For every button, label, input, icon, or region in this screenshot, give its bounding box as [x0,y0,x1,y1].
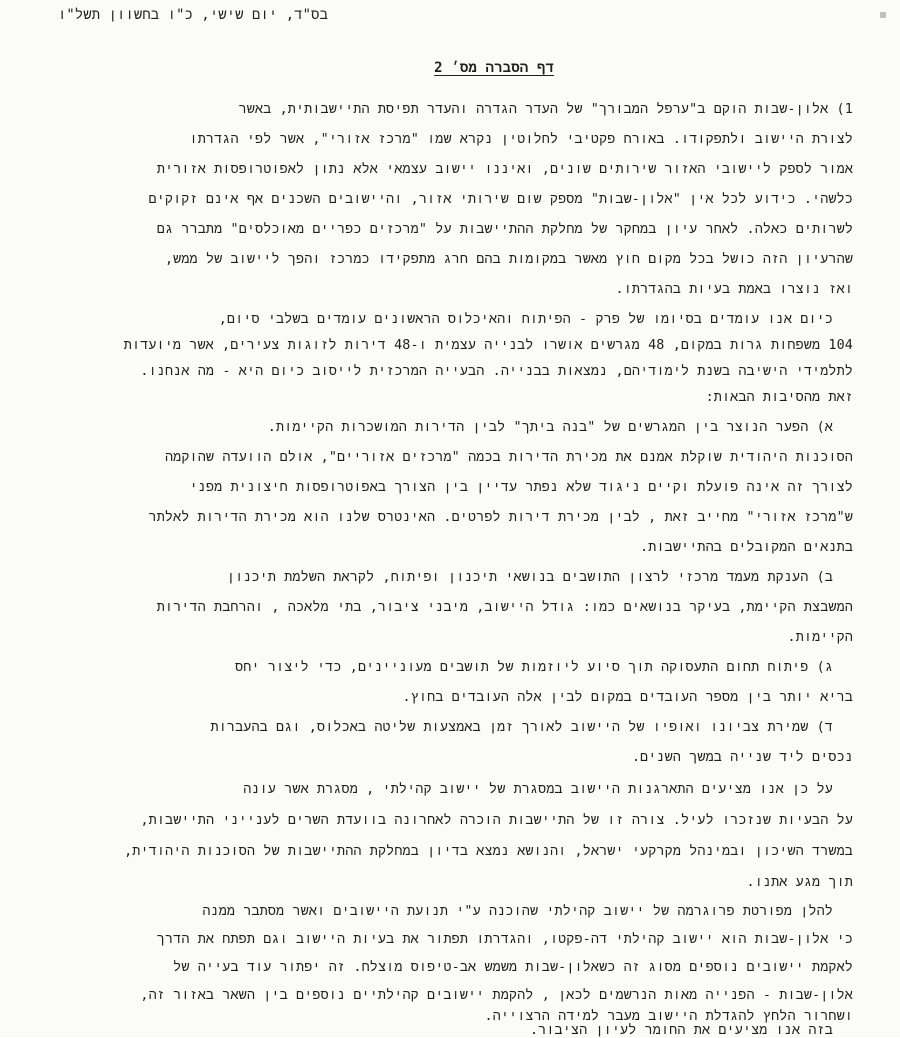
paragraph-line: נכסים ליד שנייה במשך השנים. [631,750,853,765]
paragraph-line: זאת מהסיבות הבאות: [705,390,853,405]
paragraph-line: כלשהי. כידוע לכל אין "אלון-שבות" מספק שום שירותי אזור, והיישובים השכנים אף אינם זקוקים [148,192,853,207]
paragraph-line: תוך מגע אתנו. [746,875,853,890]
paragraph-line: ד) שמירת צביונו ואופיו של היישוב לאורך זמן באמצעות שליטה באכלוס, וגם בהעברות [210,720,833,735]
paragraph-line: א) הפער הנוצר בין המגרשים של "בנה ביתך" לבין הדירות המושכרות הקיימות. [267,420,833,435]
punch-mark [880,12,886,18]
paragraph-line: ג) פיתוח תחום התעסוקה תוך סיוע ליוזמות של תושבים מעוניינים, כדי ליצור יחס [235,660,833,675]
paragraph-line: כיום אנו עומדים בסיומו של פרק - הפיתוח והאיכלוס הראשונים עומדים בשלבי סיום, [218,312,833,327]
paragraph-line: שהרעיון הזה כושל בכל מקום חוץ מאשר במקומות בהם חרג מתפקידו כמרכז והפך ליישוב של ממש, [164,252,853,267]
paragraph-line: המשבצת הקיימת, בעיקר בנושאים כמו: גודל היישוב, מיבני ציבור, בתי מלאכה , והרחבת הדירות [156,600,853,615]
paragraph-line: 104 משפחות גרות במקום, 48 מגרשים אושרו לבנייה עצמית ו-48 דירות לזוגות צעירים, אשר מיועדות [123,338,853,353]
paragraph-line: ב) הענקת מעמד מרכזי לרצון התושבים בנושאי תיכנון ופיתוח, לקראת השלמת תיכנון [226,570,833,585]
paragraph-line: הסוכנות היהודית שוקלת אמנם את מכירת הדירות בכמה "מרכזים אזוריים", אולם הוועדה שהוקמה [165,450,853,465]
paragraph-line: בזה אנו מציעים את החומר לעיון הציבור. [529,1023,833,1038]
paragraph-line: על הבעיות שנזכרו לעיל. צורה זו של התיישבות הוכרה לאחרונה בוועדת השרים לענייני התיישבות, [140,813,853,828]
paragraph-line: לאקמת יישובים נוספים מסוג זה כשאלון-שבות משמש אב-טיפוס מוצלח. זה יפתור עוד בעייה של [173,960,853,975]
paragraph-line: על כן אנו מציעים התארגנות היישוב במסגרת של יישוב קהילתי , מסגרת אשר עונה [243,782,833,797]
paragraph-line: ש"מרכז אזורי" מחייב זאת , לבין מכירת דירות לפרטים. האינטרס שלנו הוא מכירת הדירות לאלתר [148,510,853,525]
paragraph-line: אלון-שבות - הפנייה מאות הנרשמים לכאן , להקמת יישובים קהילתיים נוספים בין השאר באזור זה, [140,988,853,1003]
paragraph-line: לשרותים כאלה. לאחר עיון במחקר של מחלקת ההתיישבות על "מרכזים כפריים מאוכלסים" מתברר גם [156,222,853,237]
document-date-header: בס"ד, יום שישי, כ"ו בחשוון תשל"ו [57,7,328,23]
paragraph-line: 1) אלון-שבות הוקם ב"ערפל המבורך" של העדר הגדרה והעדר תפיסת התיישבותית, באשר [238,102,853,117]
paragraph-line: בריא יותר בין מספר העובדים במקום לבין אלה העובדים בחוץ. [402,690,853,705]
paragraph-line: אמור לספק ליישובי האזור שירותים שונים, ואיננו יישוב עצמאי אלא נתון לאפוטרופסות אזורית [156,162,853,177]
paragraph-line: להלן מפורטת פרוגרמה של יישוב קהילתי שהוכנה ע"י תנועת היישובים ואשר מסתבר ממנה [202,904,833,919]
paragraph-line: לתלמידי הישיבה בשנת לימודיהם, נמצאות בבנייה. הבעייה המרכזית לייסוב כיום היא - מה אנחנו. [140,364,853,379]
paragraph-line: הקיימות. [787,630,853,645]
document-title: דף הסברה מס׳ 2 [434,60,554,76]
paragraph-line: במשרד השיכון ובמינהל מקרקעי ישראל, והנושא נמצא בדיון במחלקת ההתיישבות של הסוכנות היהודית, [124,844,853,859]
paragraph-line: לצורת היישוב ולתפקודו. באורח פקטיבי לחלוטין נקרא שמו "מרכז אזורי", אשר לפי הגדרתו [189,132,853,147]
paragraph-line: ושחרור הלחץ להגדלת היישוב מעבר למידה הרצוייה. [484,1009,853,1024]
paragraph-line: לצורך זה אינה פועלת וקיים ניגוד שלא נפתר עדיין בין הצורך באפוטרופסות חיצונית מפני [189,480,853,495]
paragraph-line: ואז נוצרו באמת בעיות בהגדרתו. [615,282,853,297]
paragraph-line: כי אלון-שבות הוא יישוב קהילתי דה-פקטו, והגדרתו תפתור את בעיות היישוב וגם תפתח את הדרך [156,932,853,947]
paragraph-line: בתנאים המקובלים בהתיישבות. [640,540,853,555]
